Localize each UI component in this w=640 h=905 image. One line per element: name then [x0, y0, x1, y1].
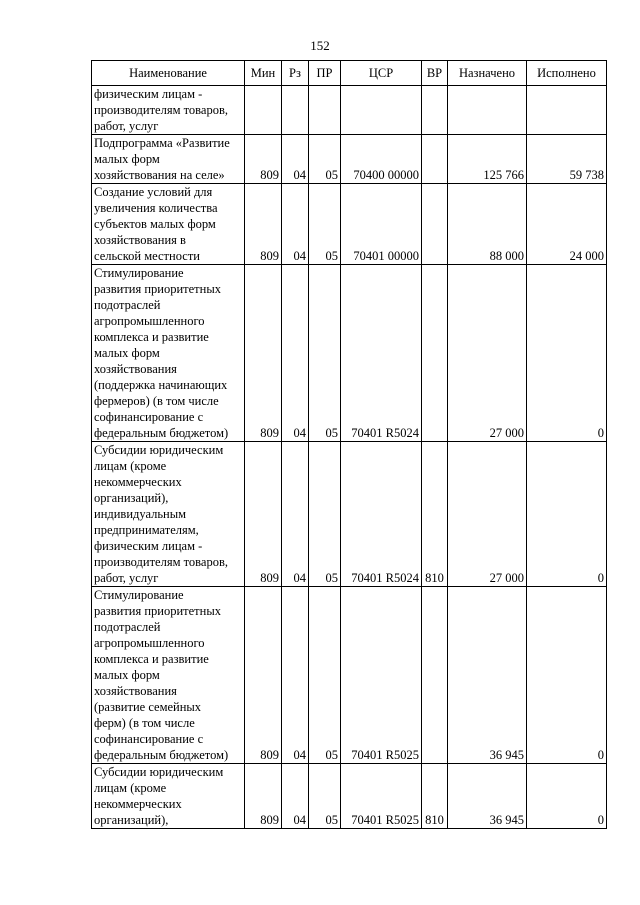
cell-rz: 04: [282, 764, 309, 829]
cell-name-line: Стимулирование: [94, 266, 184, 280]
budget-table: [91, 60, 607, 829]
cell-rz: 04: [282, 587, 309, 764]
cell-name-line: работ, услуг: [94, 119, 159, 133]
table-row: [92, 764, 607, 829]
cell-min: 809: [245, 764, 282, 829]
cell-name-line: Стимулирование: [94, 588, 184, 602]
cell-vr: [422, 86, 448, 135]
cell-min: 809: [245, 265, 282, 442]
cell-vr: [422, 135, 448, 184]
header-row: [92, 61, 607, 86]
cell-pr: 05: [309, 135, 341, 184]
cell-vr: [422, 587, 448, 764]
cell-name-line: лицам (кроме: [94, 781, 167, 795]
cell-name-line: увеличения количества: [94, 201, 218, 215]
cell-name-line: субъектов малых форм: [94, 217, 216, 231]
cell-name: [92, 764, 245, 829]
cell-name-line: производителям товаров,: [94, 103, 228, 117]
table-row: [92, 265, 607, 442]
cell-name-line: индивидуальным: [94, 507, 187, 521]
cell-assigned: 36 945: [448, 587, 527, 764]
cell-pr: 05: [309, 265, 341, 442]
cell-name-line: комплекса и развитие: [94, 330, 209, 344]
cell-name: [92, 442, 245, 587]
column-header-min: Мин: [245, 61, 282, 86]
cell-name-line: хозяйствования: [94, 362, 177, 376]
cell-csr: 70401 R5024: [341, 442, 422, 587]
table-row: [92, 135, 607, 184]
cell-name-line: (поддержка начинающих: [94, 378, 228, 392]
cell-name: [92, 265, 245, 442]
cell-executed: 24 000: [527, 184, 607, 265]
cell-name-line: сельской местности: [94, 249, 200, 263]
cell-name-line: производителям товаров,: [94, 555, 228, 569]
cell-csr: 70401 R5025: [341, 587, 422, 764]
column-header-pr: ПР: [309, 61, 341, 86]
cell-name: [92, 184, 245, 265]
cell-name-line: организаций),: [94, 491, 169, 505]
cell-vr: 810: [422, 764, 448, 829]
cell-name-line: агропромышленного: [94, 636, 205, 650]
cell-name-line: Субсидии юридическим: [94, 443, 224, 457]
cell-executed: 0: [527, 442, 607, 587]
cell-min: 809: [245, 135, 282, 184]
table-row: [92, 184, 607, 265]
cell-executed: 59 738: [527, 135, 607, 184]
cell-name-line: некоммерческих: [94, 475, 182, 489]
cell-csr: 70401 00000: [341, 184, 422, 265]
cell-name-line: хозяйствования в: [94, 233, 186, 247]
cell-pr: 05: [309, 764, 341, 829]
cell-name-line: агропромышленного: [94, 314, 205, 328]
cell-vr: [422, 184, 448, 265]
column-header-vr: ВР: [422, 61, 448, 86]
cell-name: [92, 587, 245, 764]
cell-name-line: лицам (кроме: [94, 459, 167, 473]
cell-assigned: 125 766: [448, 135, 527, 184]
cell-name-line: комплекса и развитие: [94, 652, 209, 666]
cell-assigned: 27 000: [448, 265, 527, 442]
cell-name-line: Субсидии юридическим: [94, 765, 224, 779]
cell-name: [92, 86, 245, 135]
cell-min: 809: [245, 442, 282, 587]
column-header-assigned: Назначено: [448, 61, 527, 86]
cell-csr: [341, 86, 422, 135]
cell-rz: 04: [282, 442, 309, 587]
cell-pr: 05: [309, 442, 341, 587]
cell-csr: 70400 00000: [341, 135, 422, 184]
table-body: [92, 86, 607, 829]
cell-name-line: физическим лицам -: [94, 539, 203, 553]
cell-name-line: работ, услуг: [94, 571, 159, 585]
cell-name-line: малых форм: [94, 668, 160, 682]
cell-name-line: подотраслей: [94, 298, 161, 312]
cell-min: 809: [245, 587, 282, 764]
cell-vr: [422, 265, 448, 442]
cell-name-line: хозяйствования: [94, 684, 177, 698]
cell-executed: 0: [527, 265, 607, 442]
cell-csr: 70401 R5025: [341, 764, 422, 829]
cell-name-line: федеральным бюджетом): [94, 748, 229, 762]
cell-executed: 0: [527, 587, 607, 764]
column-header-csr: ЦСР: [341, 61, 422, 86]
cell-pr: 05: [309, 184, 341, 265]
table-row: [92, 86, 607, 135]
cell-name-line: предпринимателям,: [94, 523, 199, 537]
cell-assigned: 27 000: [448, 442, 527, 587]
cell-name: [92, 135, 245, 184]
cell-executed: [527, 86, 607, 135]
cell-assigned: [448, 86, 527, 135]
cell-name-line: федеральным бюджетом): [94, 426, 229, 440]
cell-name-line: подотраслей: [94, 620, 161, 634]
cell-assigned: 88 000: [448, 184, 527, 265]
cell-name-line: софинансирование с: [94, 410, 204, 424]
cell-name-line: малых форм: [94, 152, 160, 166]
cell-pr: [309, 86, 341, 135]
cell-name-line: фермеров) (в том числе: [94, 394, 219, 408]
cell-name-line: ферм) (в том числе: [94, 716, 195, 730]
column-header-name: Наименование: [92, 61, 245, 86]
cell-rz: 04: [282, 265, 309, 442]
cell-executed: 0: [527, 764, 607, 829]
cell-name-line: развития приоритетных: [94, 604, 221, 618]
cell-rz: [282, 86, 309, 135]
column-header-executed: Исполнено: [527, 61, 607, 86]
table-row: [92, 587, 607, 764]
cell-pr: 05: [309, 587, 341, 764]
cell-rz: 04: [282, 184, 309, 265]
cell-name-line: организаций),: [94, 813, 169, 827]
cell-name-line: (развитие семейных: [94, 700, 202, 714]
cell-vr: 810: [422, 442, 448, 587]
page-number: 152: [310, 38, 330, 53]
cell-rz: 04: [282, 135, 309, 184]
cell-min: 809: [245, 184, 282, 265]
cell-assigned: 36 945: [448, 764, 527, 829]
cell-name-line: малых форм: [94, 346, 160, 360]
cell-name-line: развития приоритетных: [94, 282, 221, 296]
cell-name-line: физическим лицам -: [94, 87, 203, 101]
column-header-rz: Рз: [282, 61, 309, 86]
cell-name-line: софинансирование с: [94, 732, 204, 746]
table-row: [92, 442, 607, 587]
cell-name-line: хозяйствования на селе»: [94, 168, 225, 182]
cell-name-line: Создание условий для: [94, 185, 213, 199]
cell-name-line: некоммерческих: [94, 797, 182, 811]
cell-min: [245, 86, 282, 135]
cell-csr: 70401 R5024: [341, 265, 422, 442]
cell-name-line: Подпрограмма «Развитие: [94, 136, 230, 150]
